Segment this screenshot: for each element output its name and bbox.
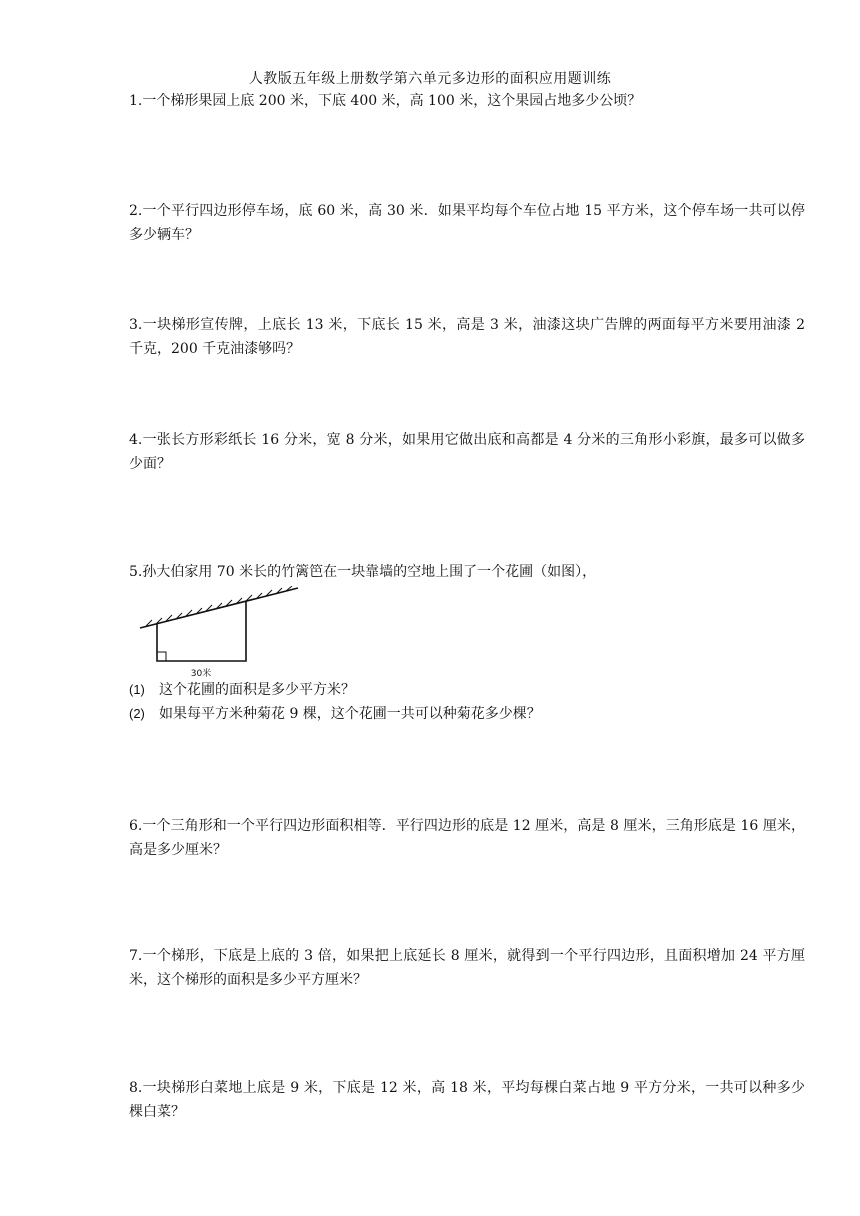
flower-bed-figure [138,586,308,682]
question-4: 4.一张长方形彩纸长 16 分米，宽 8 分米，如果用它做出底和高都是 4 分米的三角形小彩旗，最多可以做多少面？ [129,432,805,472]
question-6: 6.一个三角形和一个平行四边形面积相等．平行四边形的底是 12 厘米，高是 8 厘米，三角形底是 16 厘米，高是多少厘米？ [129,818,805,858]
right-angle-mark [157,652,166,661]
question-2: 2.一个平行四边形停车场，底 60 米，高 30 米．如果平均每个车位占地 15 平方米，这个停车场一共可以停多少辆车？ [129,203,805,243]
subquestion-number: (1) [129,682,145,697]
subquestion-text: 如果每平方米种菊花 9 棵，这个花圃一共可以种菊花多少棵？ [159,706,541,722]
question-1: 1.一个梯形果园上底 200 米，下底 400 米，高 100 米，这个果园占地多少公顷？ [129,93,642,109]
subquestion-number: (2) [129,706,145,721]
subquestion-2 [129,703,541,725]
document-title: 人教版五年级上册数学第六单元多边形的面积应用题训练 [248,71,612,87]
subquestion-1 [129,679,355,701]
question-3: 3.一块梯形宣传牌，上底长 13 米，下底长 15 米，高是 3 米，油漆这块广告牌的两面每平方米要用油漆 2 千克，200 千克油漆够吗？ [129,317,805,357]
question-7: 7.一个梯形，下底是上底的 3 倍，如果把上底延长 8 厘米，就得到一个平行四边形，且面积增加 24 平方厘米，这个梯形的面积是多少平方厘米？ [129,948,805,988]
wall-hatching [146,586,292,626]
wall-line [140,588,298,628]
subquestion-text: 这个花圃的面积是多少平方米？ [159,682,355,698]
question-5: 5.孙大伯家用 70 米长的竹篱笆在一块靠墙的空地上围了一个花圃（如图）， [129,564,597,580]
question-8: 8.一块梯形白菜地上底是 9 米，下底是 12 米，高 18 米，平均每棵白菜占地 9 平方分米，一共可以种多少棵白菜？ [129,1080,805,1120]
fence-outline [157,601,246,661]
figure-bottom-label: 30米 [190,669,212,679]
